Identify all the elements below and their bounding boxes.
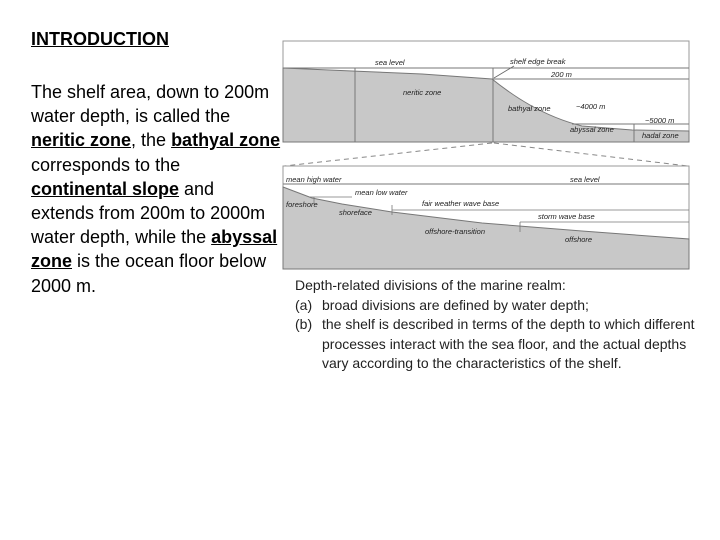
caption-title: Depth-related divisions of the marine realm:	[295, 277, 566, 293]
label-bathyal-zone: bathyal zone	[508, 104, 551, 113]
label-hadal-zone: hadal zone	[642, 131, 679, 140]
term-bathyal-zone: bathyal zone	[171, 130, 281, 151]
intro-text-5: is the ocean floor below 2000 m.	[31, 251, 267, 296]
term-neritic-zone: neritic zone	[31, 130, 132, 151]
figure-caption	[295, 276, 710, 374]
intro-text-2: , the	[131, 130, 172, 151]
zoom-connector-left	[284, 143, 492, 166]
marine-realm-diagram	[282, 40, 692, 272]
label-shoreface: shoreface	[339, 208, 372, 217]
caption-b-text: the shelf is described in terms of the depth to which different processes interact with the sea floor, and the actual depths vary according to the characteristics of the shelf.	[322, 316, 695, 371]
label-neritic-zone: neritic zone	[403, 88, 442, 97]
intro-text-4: and extends from 200m to 2000m water depth, while the	[31, 178, 266, 248]
label-depth-200: 200 m	[551, 70, 572, 79]
label-offshore-transition: offshore-transition	[425, 227, 486, 236]
label-depth-5000: ~5000 m	[645, 116, 675, 125]
term-abyssal-zone: abyssal zone	[31, 227, 278, 272]
zoom-connector-right	[494, 143, 688, 166]
panel-a	[283, 41, 689, 142]
label-shelf-edge-break: shelf edge break	[510, 57, 566, 66]
intro-text-1: The shelf area, down to 200m water depth, is called the	[31, 82, 270, 127]
label-depth-4000: ~4000 m	[576, 102, 606, 111]
page-title: INTRODUCTION	[31, 29, 169, 49]
caption-b-label: (b)	[295, 316, 313, 332]
caption-item-b	[295, 315, 710, 374]
caption-a-text: broad divisions are defined by water depth;	[322, 296, 589, 313]
label-mean-low-water: mean low water	[355, 188, 408, 197]
caption-a-label: (a)	[295, 296, 313, 313]
intro-paragraph	[31, 80, 281, 298]
term-continental-slope: continental slope	[31, 178, 180, 199]
intro-text-3: corresponds to the	[31, 154, 181, 175]
label-abyssal-zone: abyssal zone	[570, 125, 614, 134]
label-sea-level-b: sea level	[570, 175, 600, 184]
caption-item-a	[295, 296, 710, 316]
label-foreshore: foreshore	[286, 200, 318, 209]
label-fair-weather-wave-base: fair weather wave base	[422, 199, 500, 208]
panel-b	[283, 166, 689, 269]
label-storm-wave-base: storm wave base	[538, 212, 595, 221]
label-mean-high-water: mean high water	[286, 175, 342, 184]
label-offshore: offshore	[565, 235, 593, 244]
label-sea-level-a: sea level	[375, 58, 405, 67]
